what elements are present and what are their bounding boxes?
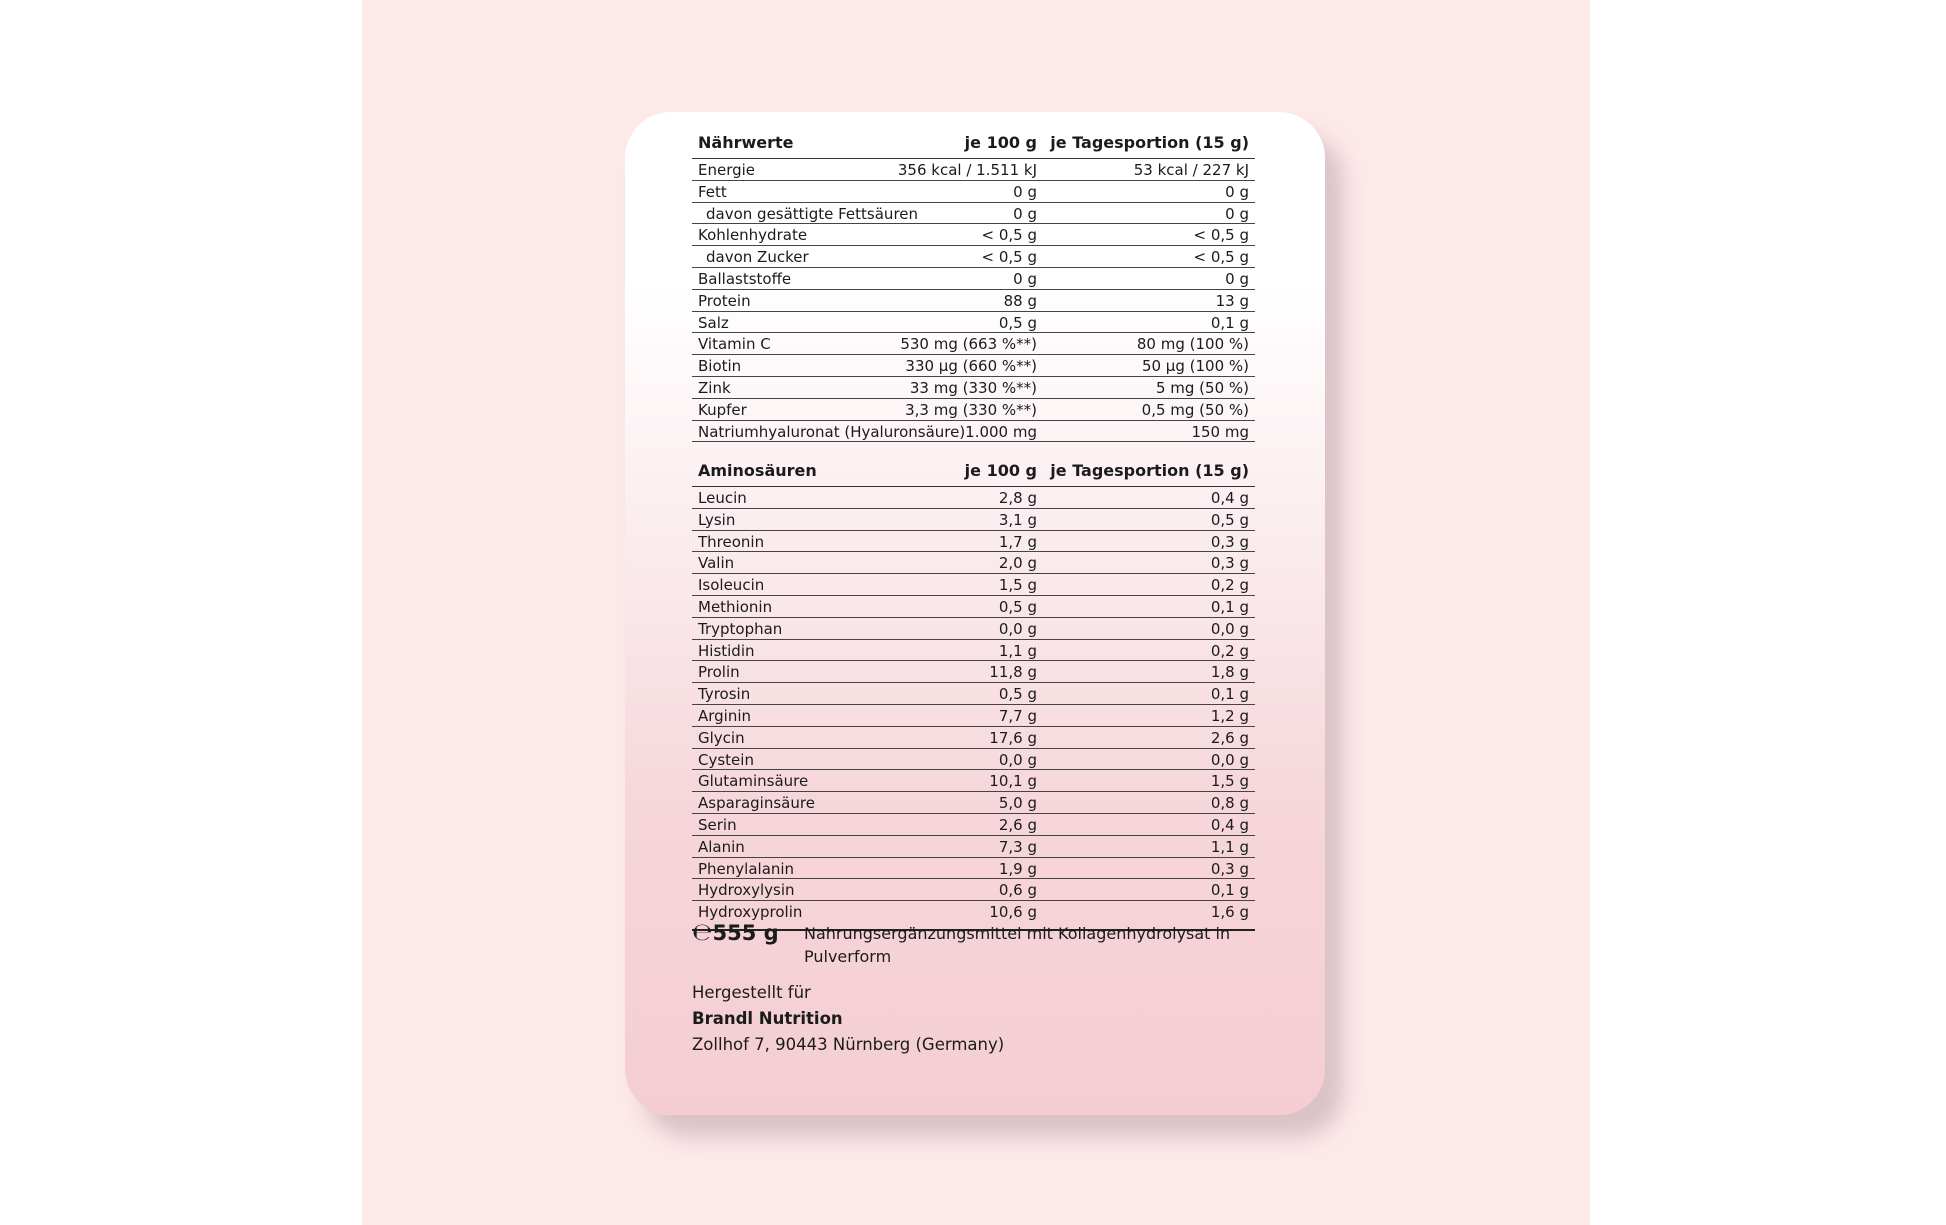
made-for-label: Hergestellt für <box>692 983 811 1002</box>
row-per-100g: 530 mg (663 %**) <box>900 335 1037 354</box>
row-name: Asparaginsäure <box>698 794 815 813</box>
row-per-serving: 0,4 g <box>1210 489 1249 507</box>
row-per-100g: 7,7 g <box>998 706 1037 725</box>
row-per-100g: 10,1 g <box>989 772 1037 791</box>
row-name: Zink <box>698 378 731 397</box>
table-row <box>692 290 1255 312</box>
row-name: davon Zucker <box>706 248 809 267</box>
table-row <box>692 377 1255 399</box>
row-per-100g: 0,5 g <box>998 313 1037 332</box>
row-per-serving: 0,2 g <box>1210 576 1249 595</box>
table-row <box>692 683 1255 705</box>
row-per-serving: 0,3 g <box>1210 532 1249 551</box>
row-per-100g: 3,1 g <box>998 510 1037 529</box>
row-name: Protein <box>698 291 751 310</box>
row-per-serving: 80 mg (100 %) <box>1136 335 1249 354</box>
row-per-serving: 1,5 g <box>1210 772 1249 791</box>
table-row <box>692 531 1255 553</box>
table-row <box>692 159 1255 181</box>
row-name: Methionin <box>698 597 773 616</box>
row-per-serving: 1,1 g <box>1210 837 1249 856</box>
row-per-100g: 33 mg (330 %**) <box>909 378 1037 397</box>
row-name: Kohlenhydrate <box>698 226 808 245</box>
table-row <box>692 618 1255 640</box>
table-row <box>692 312 1255 334</box>
row-per-serving: 5 mg (50 %) <box>1155 378 1249 397</box>
header-per-100g: je 100 g <box>964 133 1037 152</box>
company-name: Brandl Nutrition <box>692 1009 843 1028</box>
row-per-serving: 0,8 g <box>1210 794 1249 813</box>
row-name: Isoleucin <box>698 576 765 595</box>
row-per-100g: 356 kcal / 1.511 kJ <box>897 161 1037 179</box>
nutrition-rows <box>692 159 1255 442</box>
row-name: Valin <box>698 554 735 573</box>
row-per-serving: 1,2 g <box>1210 706 1249 725</box>
row-per-100g: 2,8 g <box>998 489 1037 507</box>
row-per-100g: 0,5 g <box>998 685 1037 704</box>
row-per-serving: 0,3 g <box>1210 554 1249 573</box>
row-name: Hydroxyprolin <box>698 903 803 922</box>
row-per-100g: 88 g <box>1003 291 1037 310</box>
row-name: Histidin <box>698 641 755 660</box>
table-row <box>692 596 1255 618</box>
table-row <box>692 268 1255 290</box>
row-per-serving: 0,5 mg (50 %) <box>1141 400 1249 419</box>
row-per-serving: < 0,5 g <box>1193 248 1249 267</box>
row-name: Prolin <box>698 663 740 682</box>
row-name: Kupfer <box>698 400 747 419</box>
header-per-serving: je Tagesportion (15 g) <box>1050 461 1249 480</box>
row-per-100g: 1.000 mg <box>965 422 1037 441</box>
row-per-serving: 0,3 g <box>1210 859 1249 878</box>
row-name: Energie <box>698 161 756 179</box>
row-name: Natriumhyaluronat (Hyaluronsäure) <box>698 422 966 441</box>
table-row <box>692 727 1255 749</box>
row-name: Hydroxylysin <box>698 881 795 900</box>
row-per-100g: 11,8 g <box>989 663 1037 682</box>
row-per-serving: 0,1 g <box>1210 597 1249 616</box>
row-per-serving: 0,1 g <box>1210 685 1249 704</box>
row-per-serving: 0,1 g <box>1210 881 1249 900</box>
header-name: Nährwerte <box>698 133 794 152</box>
table-row <box>692 858 1255 880</box>
table-row <box>692 749 1255 771</box>
net-weight <box>692 918 779 946</box>
table-row <box>692 836 1255 858</box>
table-row <box>692 705 1255 727</box>
row-per-serving: 0,5 g <box>1210 510 1249 529</box>
row-per-serving: 150 mg <box>1191 422 1249 441</box>
row-name: davon gesättigte Fettsäuren <box>706 204 919 223</box>
row-name: Tyrosin <box>698 685 751 704</box>
row-per-serving: 0 g <box>1225 182 1249 201</box>
table-row <box>692 355 1255 377</box>
row-name: Glutaminsäure <box>698 772 809 791</box>
row-per-100g: 0,0 g <box>998 750 1037 769</box>
row-per-serving: 1,6 g <box>1210 903 1249 922</box>
row-name: Fett <box>698 182 727 201</box>
row-name: Arginin <box>698 706 752 725</box>
row-per-100g: 2,0 g <box>998 554 1037 573</box>
row-per-100g: 1,9 g <box>998 859 1037 878</box>
row-name: Tryptophan <box>698 619 783 638</box>
row-per-serving: 0 g <box>1225 204 1249 223</box>
net-weight-value: 555 g <box>712 921 779 945</box>
nutrition-table-header <box>692 128 1255 158</box>
header-per-100g: je 100 g <box>964 461 1037 480</box>
table-row <box>692 509 1255 531</box>
table-row <box>692 879 1255 901</box>
row-per-100g: 7,3 g <box>998 837 1037 856</box>
row-name: Phenylalanin <box>698 859 795 878</box>
row-per-100g: 0,5 g <box>998 597 1037 616</box>
row-name: Alanin <box>698 837 745 856</box>
row-per-100g: 0 g <box>1013 182 1037 201</box>
table-row <box>692 181 1255 203</box>
row-name: Threonin <box>698 532 765 551</box>
row-name: Biotin <box>698 357 742 376</box>
table-row <box>692 421 1255 443</box>
row-per-100g: 0 g <box>1013 204 1037 223</box>
row-per-100g: 3,3 mg (330 %**) <box>905 400 1037 419</box>
row-per-100g: 1,5 g <box>998 576 1037 595</box>
product-description: Nahrungsergänzungsmittel mit Kollagenhydrolysat in Pulverform <box>804 924 1231 966</box>
manufacturer-info <box>692 980 1004 1058</box>
row-name: Serin <box>698 815 737 834</box>
amino-rows <box>692 487 1255 922</box>
amino-table-header <box>692 456 1255 486</box>
row-per-serving: 0 g <box>1225 269 1249 288</box>
row-per-serving: 13 g <box>1215 291 1249 310</box>
header-name: Aminosäuren <box>698 461 817 480</box>
row-per-serving: 1,8 g <box>1210 663 1249 682</box>
row-per-100g: < 0,5 g <box>981 226 1037 245</box>
table-row <box>692 203 1255 225</box>
table-row <box>692 333 1255 355</box>
table-row <box>692 814 1255 836</box>
row-per-100g: 2,6 g <box>998 815 1037 834</box>
table-row <box>692 552 1255 574</box>
row-per-100g: < 0,5 g <box>981 248 1037 267</box>
table-row <box>692 224 1255 246</box>
table-row <box>692 792 1255 814</box>
row-per-100g: 0 g <box>1013 269 1037 288</box>
row-per-serving: 0,4 g <box>1210 815 1249 834</box>
row-name: Glycin <box>698 728 745 747</box>
row-name: Leucin <box>698 489 747 507</box>
row-per-100g: 5,0 g <box>998 794 1037 813</box>
row-per-serving: 50 µg (100 %) <box>1141 357 1249 376</box>
row-per-serving: 0,0 g <box>1210 619 1249 638</box>
nutrition-table <box>692 128 1255 442</box>
row-per-100g: 330 µg (660 %**) <box>905 357 1037 376</box>
row-per-100g: 10,6 g <box>989 903 1037 922</box>
table-row <box>692 399 1255 421</box>
row-name: Lysin <box>698 510 736 529</box>
row-per-serving: 0,0 g <box>1210 750 1249 769</box>
row-per-100g: 1,7 g <box>998 532 1037 551</box>
row-per-100g: 0,0 g <box>998 619 1037 638</box>
table-row <box>692 574 1255 596</box>
row-per-serving: 0,1 g <box>1210 313 1249 332</box>
company-address: Zollhof 7, 90443 Nürnberg (Germany) <box>692 1035 1005 1054</box>
row-per-serving: 53 kcal / 227 kJ <box>1133 161 1249 179</box>
row-name: Salz <box>698 313 729 332</box>
header-per-serving: je Tagesportion (15 g) <box>1050 133 1249 152</box>
table-row <box>692 487 1255 509</box>
row-per-100g: 1,1 g <box>998 641 1037 660</box>
amino-acid-table <box>692 456 1255 931</box>
table-row <box>692 770 1255 792</box>
table-row <box>692 246 1255 268</box>
row-per-serving: 0,2 g <box>1210 641 1249 660</box>
row-name: Cystein <box>698 750 754 769</box>
row-per-serving: 2,6 g <box>1210 728 1249 747</box>
row-per-serving: < 0,5 g <box>1193 226 1249 245</box>
row-per-100g: 17,6 g <box>989 728 1037 747</box>
row-per-100g: 0,6 g <box>998 881 1037 900</box>
table-row <box>692 661 1255 683</box>
table-row <box>692 640 1255 662</box>
row-name: Vitamin C <box>698 335 771 354</box>
row-name: Ballaststoffe <box>698 269 792 288</box>
estimated-sign: ℮ <box>692 918 713 946</box>
